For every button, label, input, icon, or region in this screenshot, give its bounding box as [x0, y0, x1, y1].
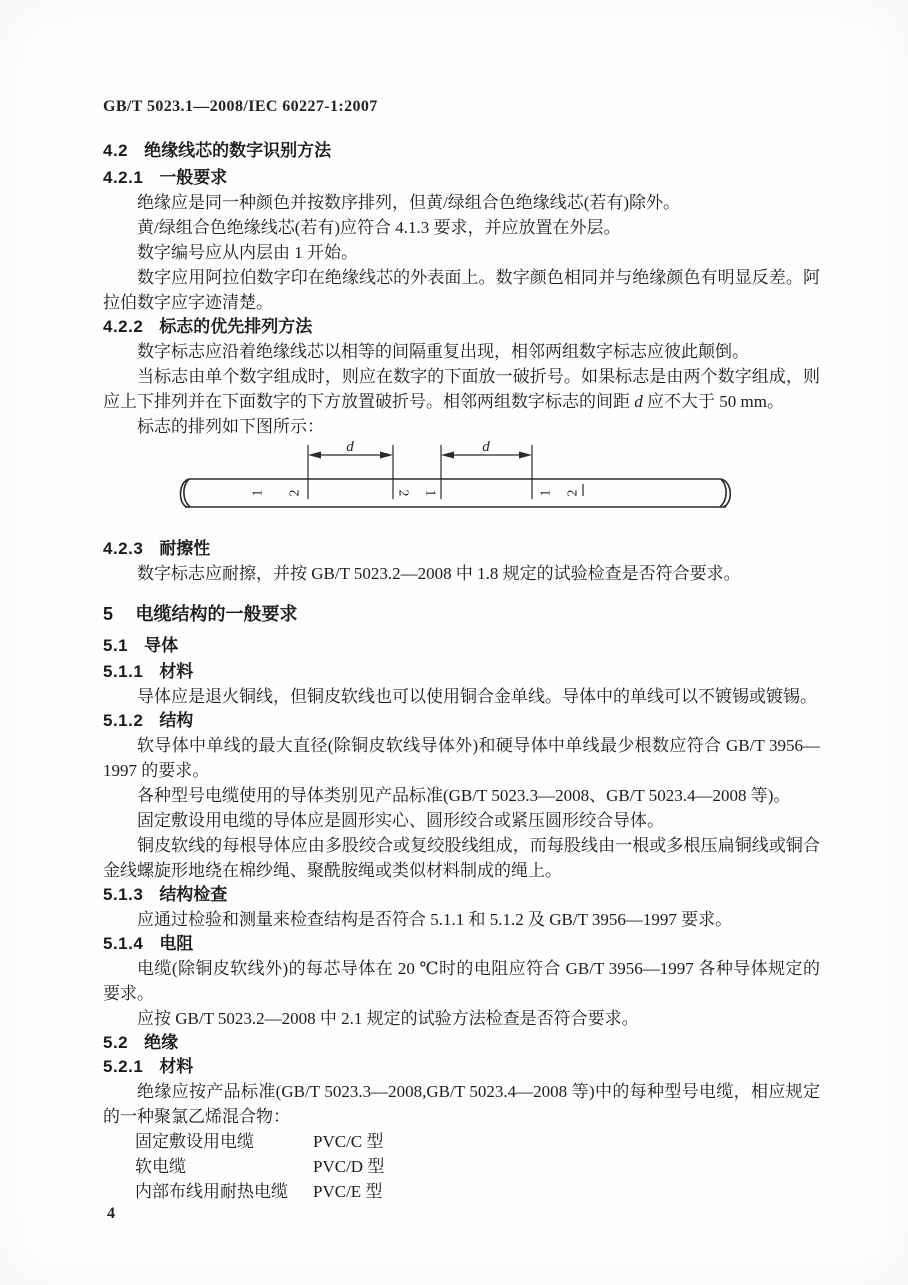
section-number: 4.2.3 — [103, 539, 144, 558]
cable-marking-diagram — [175, 439, 735, 521]
cable-category: 固定敷设用电缆 — [135, 1132, 254, 1151]
pvc-type: PVC/C 型 — [313, 1132, 384, 1151]
paragraph: 各种型号电缆使用的导体类别见产品标准(GB/T 5023.3—2008、GB/T 5023.4—2008 等)。 — [137, 786, 791, 805]
paragraph: 导体应是退火铜线，但铜皮软线也可以使用铜合金单线。导体中的单线可以不镀锡或镀锡。 — [137, 687, 817, 706]
paragraph-text: 当标志由单个数字组成时，则应在数字的下面放一破折号。如果标志是由两个数字组成，则应上下排列并在下面数字的下方放置破折号。相邻两组数字标志的间距 — [103, 367, 820, 411]
section-heading-5-2-1 — [103, 1055, 820, 1079]
pvc-type-row — [135, 1129, 820, 1154]
cable-digit: 2 — [395, 489, 411, 497]
section-heading-4-2-1 — [103, 166, 820, 190]
section-title: 电阻 — [159, 934, 194, 953]
dimension-label-d: d — [482, 439, 490, 455]
section-title: 绝缘线芯的数字识别方法 — [144, 141, 332, 160]
paragraph: 标志的排列如下图所示： — [137, 417, 324, 436]
section-number: 5.1.2 — [103, 711, 144, 730]
cable-category: 内部布线用耐热电缆 — [135, 1182, 288, 1201]
section-heading-5-1-4 — [103, 932, 820, 956]
section-heading-5-1-2 — [103, 709, 820, 733]
section-number: 4.2.1 — [103, 168, 144, 187]
section-heading-5-1-3 — [103, 883, 820, 907]
section-heading-5 — [103, 602, 820, 626]
cable-digit: 2 — [565, 489, 581, 497]
section-number: 5.2 — [103, 1033, 129, 1052]
pvc-type: PVC/D 型 — [313, 1157, 385, 1176]
section-title: 电缆结构的一般要求 — [135, 604, 298, 624]
paragraph: 应按 GB/T 5023.2—2008 中 2.1 规定的试验方法检查是否符合要求。 — [137, 1009, 639, 1028]
section-number: 5.1.3 — [103, 885, 144, 904]
section-title: 绝缘 — [144, 1033, 179, 1052]
section-number: 5.1 — [103, 636, 129, 655]
section-number: 5.1.1 — [103, 662, 144, 681]
paragraph: 数字编号应从内层由 1 开始。 — [137, 243, 358, 262]
cable-digit: 1 — [422, 489, 438, 497]
paragraph: 软导体中单线的最大直径(除铜皮软线导体外)和硬导体中单线最少根数应符合 GB/T 3956—1997 的要求。 — [103, 736, 820, 780]
cable-category: 软电缆 — [135, 1157, 186, 1176]
paragraph-text: 应不大于 50 mm。 — [642, 392, 784, 411]
variable-d: d — [634, 392, 643, 411]
section-title: 材料 — [159, 662, 194, 681]
section-heading-5-2 — [103, 1031, 820, 1055]
section-title: 一般要求 — [159, 168, 228, 187]
pvc-type: PVC/E 型 — [313, 1182, 383, 1201]
section-number: 5.2.1 — [103, 1057, 144, 1076]
section-heading-4-2-2 — [103, 315, 820, 339]
section-heading-4-2 — [103, 139, 820, 163]
pvc-type-row — [135, 1154, 820, 1179]
paragraph: 数字标志应耐擦，并按 GB/T 5023.2—2008 中 1.8 规定的试验检查是否符合要求。 — [137, 564, 741, 583]
paragraph: 铜皮软线的每根导体应由多股绞合或复绞股线组成，而每股线由一根或多根压扁铜线或铜合金线螺旋形地绕在棉纱绳、聚酰胺绳或类似材料制成的绳上。 — [103, 836, 820, 880]
section-title: 导体 — [144, 636, 179, 655]
section-title: 结构 — [159, 711, 194, 730]
cable-figure-svg — [175, 439, 735, 521]
paragraph: 固定敷设用电缆的导体应是圆形实心、圆形绞合或紧压圆形绞合导体。 — [137, 811, 664, 830]
dimension-label-d: d — [346, 439, 354, 455]
cable-digit: 1 — [538, 489, 554, 497]
paragraph: 绝缘应是同一种颜色并按数序排列，但黄/绿组合色绝缘线芯(若有)除外。 — [137, 193, 681, 212]
document-header: GB/T 5023.1—2008/IEC 60227-1:2007 — [103, 98, 378, 115]
dimension-ticks — [308, 445, 532, 499]
section-title: 材料 — [159, 1057, 194, 1076]
paragraph: 数字标志应沿着绝缘线芯以相等的间隔重复出现，相邻两组数字标志应彼此颠倒。 — [137, 342, 749, 361]
paragraph: 应通过检验和测量来检查结构是否符合 5.1.1 和 5.1.2 及 GB/T 3956—1997 要求。 — [137, 910, 733, 929]
paragraph — [103, 364, 820, 414]
section-heading-4-2-3 — [103, 537, 820, 561]
section-number: 5 — [103, 604, 114, 624]
section-heading-5-1 — [103, 634, 820, 658]
section-number: 5.1.4 — [103, 934, 144, 953]
paragraph: 电缆(除铜皮软线外)的每芯导体在 20 ℃时的电阻应符合 GB/T 3956—1997 各种导体规定的要求。 — [103, 959, 820, 1003]
section-number: 4.2.2 — [103, 317, 144, 336]
section-title: 标志的优先排列方法 — [159, 317, 313, 336]
section-title: 耐擦性 — [159, 539, 211, 558]
section-heading-5-1-1 — [103, 660, 820, 684]
cable-digit: 2 — [287, 489, 303, 497]
paragraph: 数字应用阿拉伯数字印在绝缘线芯的外表面上。数字颜色相同并与绝缘颜色有明显反差。阿拉伯数字应字迹清楚。 — [103, 268, 820, 312]
section-title: 结构检查 — [159, 885, 228, 904]
page-number: 4 — [107, 1205, 115, 1222]
cable-digit: 1 — [250, 489, 266, 497]
paragraph: 黄/绿组合色绝缘线芯(若有)应符合 4.1.3 要求，并应放置在外层。 — [137, 218, 621, 237]
section-number: 4.2 — [103, 141, 129, 160]
pvc-type-row — [135, 1179, 820, 1204]
paragraph: 绝缘应按产品标准(GB/T 5023.3—2008,GB/T 5023.4—2008 等)中的每种型号电缆，相应规定的一种聚氯乙烯混合物： — [103, 1082, 820, 1126]
